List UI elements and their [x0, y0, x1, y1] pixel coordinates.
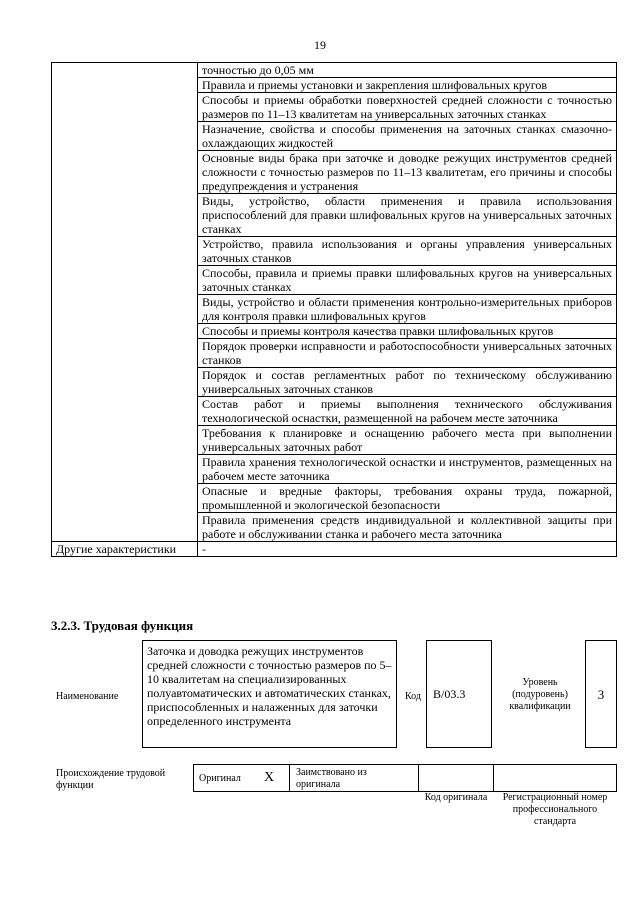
code-value: B/03.3: [433, 687, 466, 701]
table-row: [52, 542, 617, 557]
other-characteristics-label: Другие характеристики: [52, 542, 198, 557]
knowledge-item: Устройство, правила использования и органы управления универсальных заточных станков: [198, 237, 617, 266]
knowledge-item: Правила и приемы установки и закрепления шлифовальных кругов: [198, 78, 617, 93]
knowledge-table: [51, 62, 617, 557]
knowledge-table-body: [52, 63, 617, 557]
table-row: [52, 63, 617, 78]
original-label: Оригинал: [199, 773, 241, 784]
level-box: [585, 640, 617, 748]
original-cell: [193, 764, 290, 792]
knowledge-item: Виды, устройство и области применения контрольно-измерительных приборов для контроля правки шлифовальных кругов: [198, 295, 617, 324]
knowledge-left-cell: [52, 63, 198, 542]
section-title: 3.2.3. Трудовая функция: [51, 618, 194, 633]
name-label: Наименование: [56, 691, 119, 702]
origin-code-label: Код оригинала: [424, 792, 488, 803]
function-name: Заточка и доводка режущих инструментов средней сложности с точностью размеров по 5–10 квалитетам на специализированных полуавтоматических и автоматических станках, приспособленных и налаженных для заточки определенного инструмента: [147, 644, 392, 728]
knowledge-item: Способы и приемы обработки поверхностей средней сложности с точностью размеров по 11–13 квалитетам на универсальных заточных станках: [198, 93, 617, 122]
code-label: Код: [405, 691, 421, 702]
knowledge-item: Основные виды брака при заточке и доводке режущих инструментов средней сложности с точностью размеров по 11–13 квалитетам, его причины и способы предупреждения и устранения: [198, 151, 617, 194]
knowledge-item: Виды, устройство, области применения и правила использования приспособлений для правки шлифовальных кругов на универсальных заточных станках: [198, 194, 617, 237]
origin-code-cell: [418, 764, 494, 792]
knowledge-item: Порядок проверки исправности и работоспособности универсальных заточных станков: [198, 339, 617, 368]
code-box: [426, 640, 492, 748]
knowledge-item: точностью до 0,05 мм: [198, 63, 617, 78]
knowledge-item: Способы, правила и приемы правки шлифовальных кругов на универсальных заточных станках: [198, 266, 617, 295]
original-mark: X: [264, 770, 275, 785]
knowledge-item: Порядок и состав регламентных работ по техническому обслуживанию универсальных заточных станков: [198, 368, 617, 397]
other-characteristics-value: -: [198, 542, 617, 557]
knowledge-item: Правила применения средств индивидуальной и коллективной защиты при работе и обслуживании станка и рабочего места заточника: [198, 513, 617, 542]
origin-label: Происхождение трудовой функции: [56, 768, 166, 791]
knowledge-item: Состав работ и приемы выполнения технического обслуживания технологической оснастки, размещенной на рабочем месте заточника: [198, 397, 617, 426]
knowledge-item: Назначение, свойства и способы применения на заточных станках смазочно-охлаждающих жидкостей: [198, 122, 617, 151]
reg-number-label: Регистрационный номер профессионального стандарта: [502, 792, 608, 827]
knowledge-item: Опасные и вредные факторы, требования охраны труда, пожарной, промышленной и экологической безопасности: [198, 484, 617, 513]
knowledge-item: Способы и приемы контроля качества правки шлифовальных кругов: [198, 324, 617, 339]
borrowed-label: Заимствовано из оригинала: [296, 767, 367, 790]
page-number: 19: [314, 38, 326, 52]
function-name-box: [142, 640, 397, 748]
level-label: Уровень (подуровень) квалификации: [509, 677, 571, 712]
borrowed-cell: [289, 764, 419, 792]
knowledge-item: Требования к планировке и оснащению рабочего места при выполнении универсальных заточных работ: [198, 426, 617, 455]
level-value: 3: [597, 687, 605, 702]
knowledge-item: Правила хранения технологической оснастки и инструментов, размещенных на рабочем месте заточника: [198, 455, 617, 484]
